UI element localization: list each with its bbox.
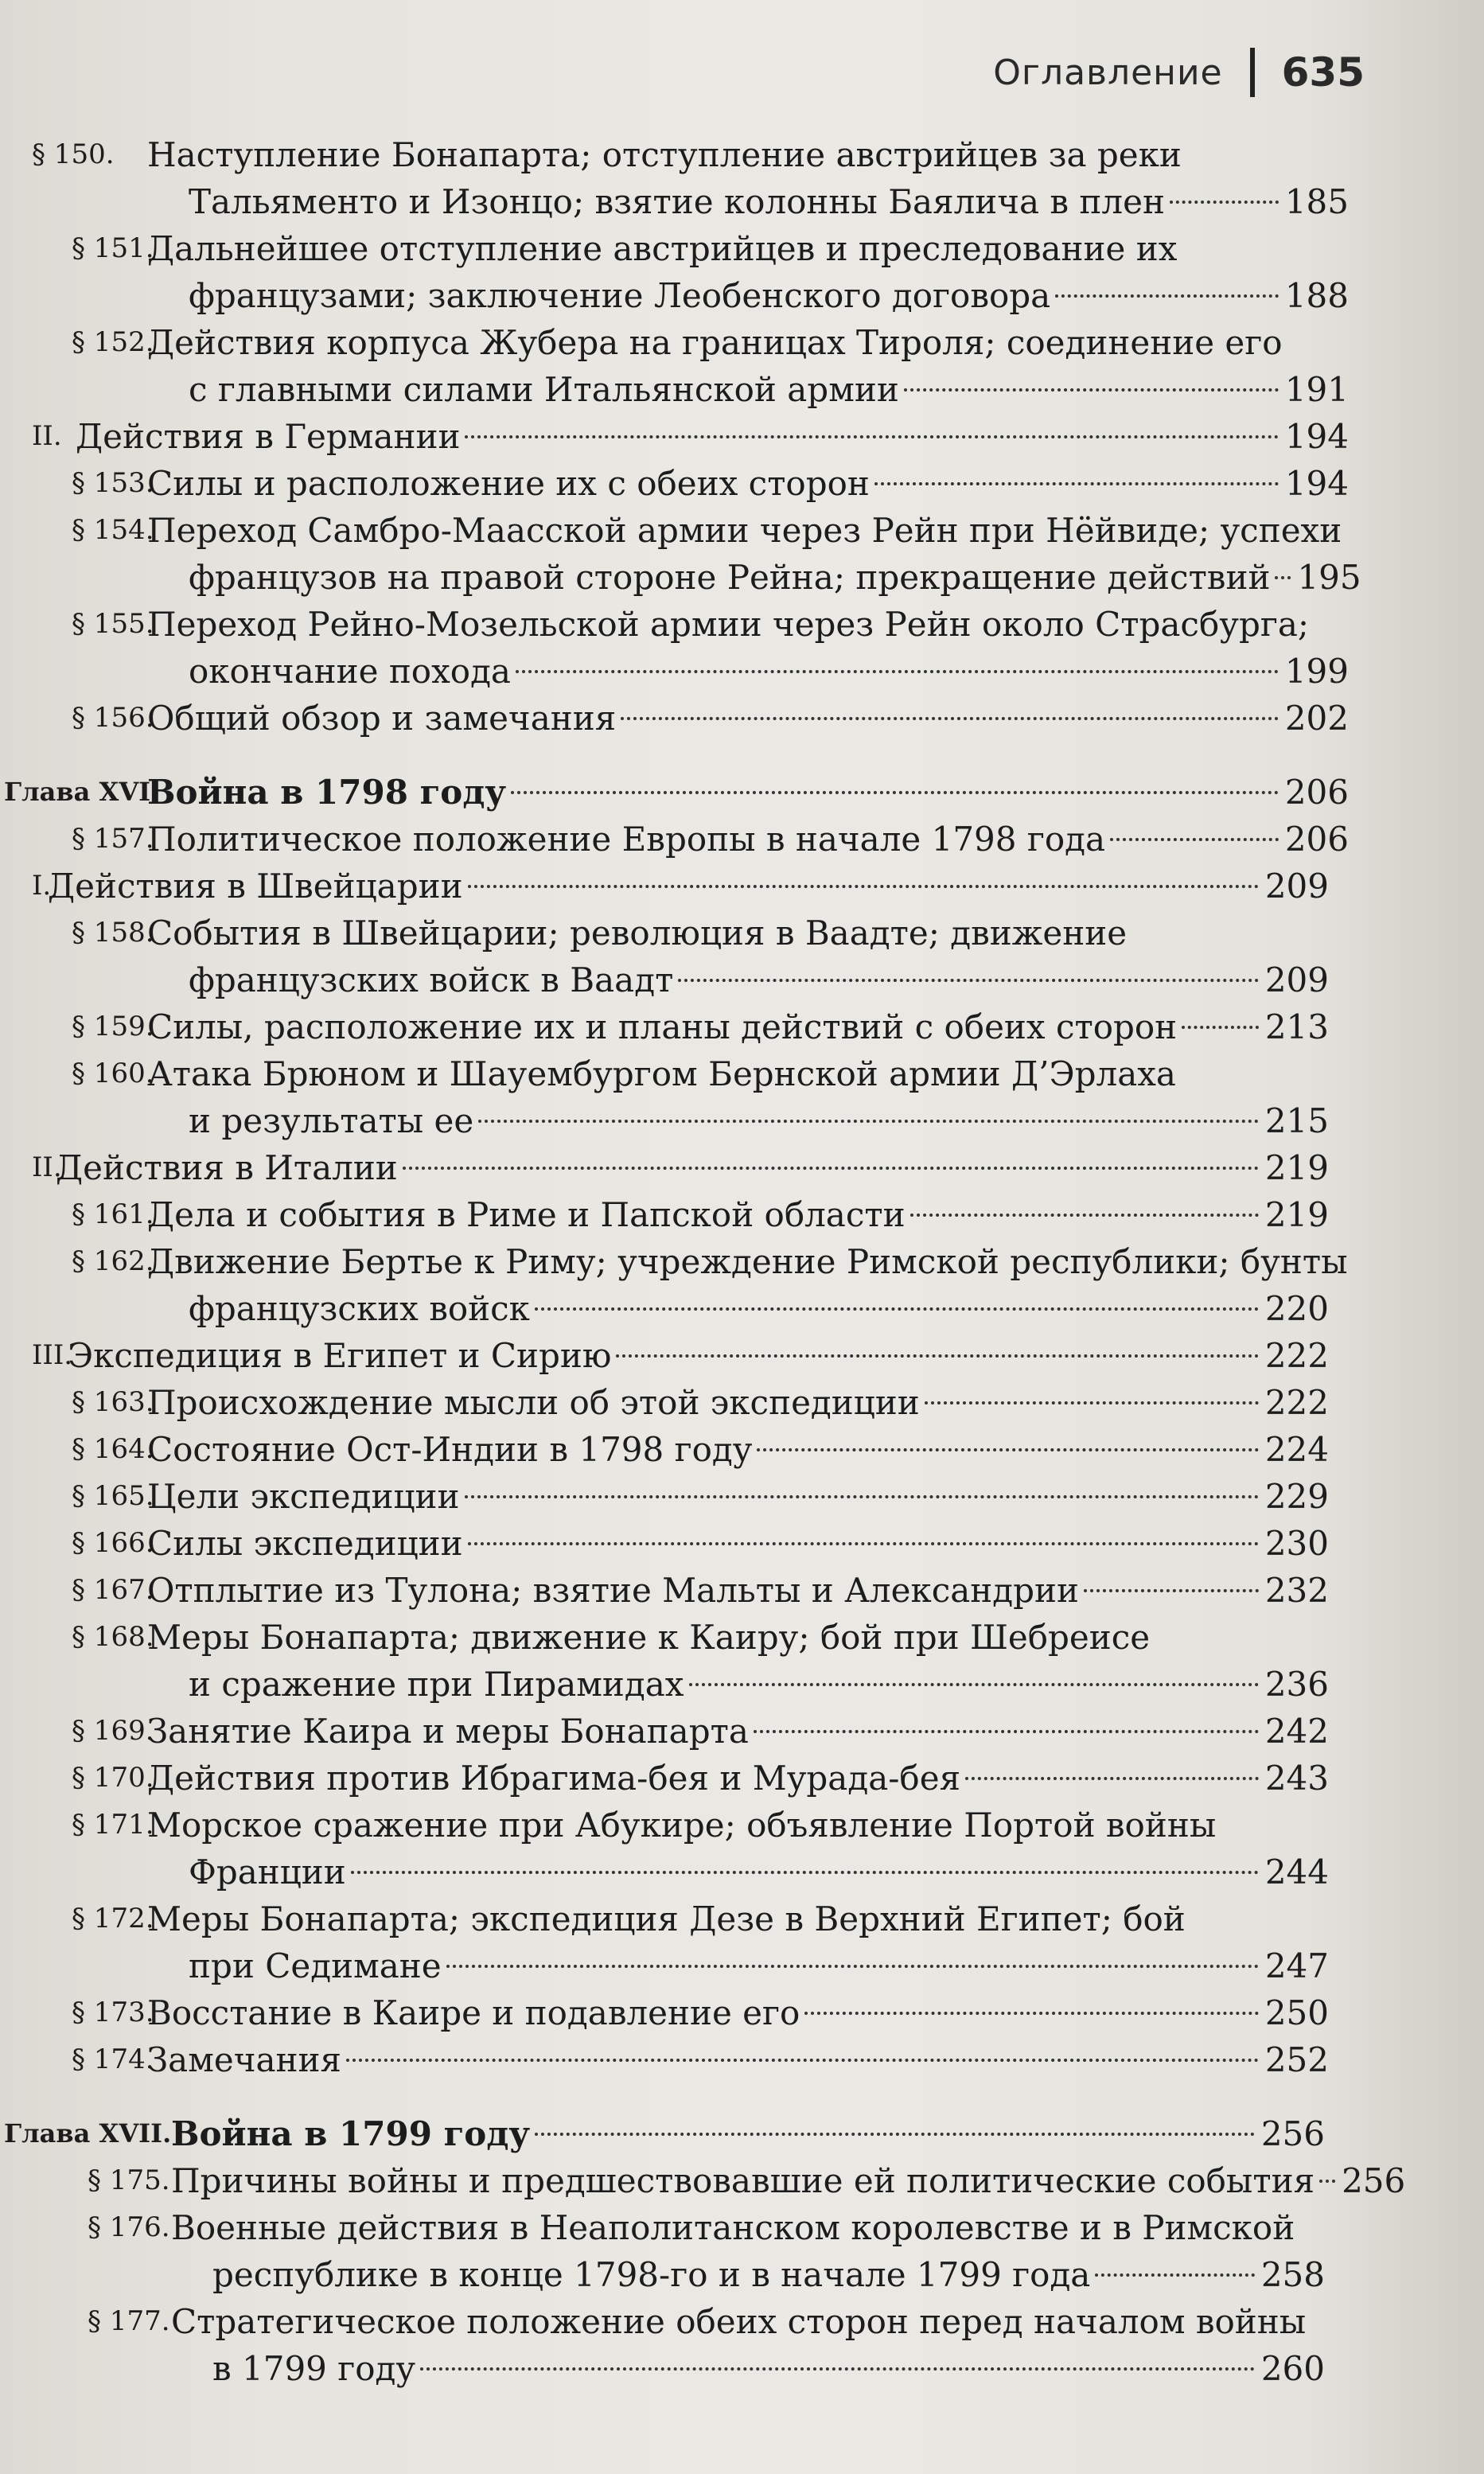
toc-entry-number: I. [32, 870, 52, 902]
toc-entry-title: Отплытие из Тулона; взятие Мальты и Александрии [147, 1571, 1079, 1610]
toc-entry-line [0, 1003, 1484, 1050]
dot-leader [616, 1354, 1258, 1358]
toc-entry-title: Стратегическое положение обеих сторон перед началом войны [171, 2302, 1307, 2341]
dot-leader [804, 2012, 1258, 2015]
dot-leader [965, 1777, 1259, 1780]
dot-leader [1110, 838, 1279, 841]
toc-entry-title: События в Швейцарии; революция в Ваадте; движение [147, 914, 1128, 953]
dot-leader [535, 1307, 1259, 1311]
toc-entry-line [0, 2251, 1484, 2298]
toc-page-number: 222 [1264, 1383, 1329, 1422]
toc-entry-number: § 166. [72, 1527, 154, 1559]
toc-entry-line [0, 1567, 1484, 1614]
toc-page-number: 209 [1264, 867, 1329, 906]
toc-page-number: 191 [1284, 370, 1349, 409]
toc-entry-title: Военные действия в Неаполитанском королевстве и в Римской [171, 2208, 1295, 2247]
toc-entry-line [0, 554, 1484, 601]
dot-leader [1084, 1589, 1259, 1592]
toc-entry-title: Экспедиция в Египет и Сирию [68, 1336, 612, 1375]
toc-entry-number: § 168. [72, 1621, 154, 1653]
toc-entry-title: Общий обзор и замечания [147, 699, 617, 738]
toc-entry-line [0, 1802, 1484, 1849]
header-page-number: 635 [1281, 49, 1365, 95]
dot-leader [420, 2367, 1255, 2371]
dot-leader [925, 1401, 1259, 1405]
toc-entry-line [0, 816, 1484, 863]
toc-page-number: 258 [1260, 2255, 1325, 2294]
toc-entry-title: французских войск в Ваадт [189, 960, 674, 999]
toc-page-number: 243 [1264, 1759, 1329, 1798]
toc-entry [0, 1520, 1484, 1567]
toc-entry-title: Политическое положение Европы в начале 1798 года [147, 820, 1106, 859]
toc-entry-title: при Седимане [189, 1946, 442, 1985]
toc-entry-title: Тальяменто и Изонцо; взятие колонны Баялича в плен [189, 182, 1165, 221]
toc-page-number: 202 [1284, 699, 1349, 738]
toc-entry-title: Меры Бонапарта; экспедиция Дезе в Верхний Египет; бой [147, 1899, 1186, 1938]
toc-entry-line [0, 1614, 1484, 1661]
toc-entry-line [0, 1379, 1484, 1426]
toc-entry [0, 1614, 1484, 1708]
toc-entry-line [0, 1473, 1484, 1520]
toc-entry [0, 1426, 1484, 1473]
toc-entry [0, 1567, 1484, 1614]
toc-page-number: 230 [1264, 1524, 1329, 1563]
toc-entry [0, 1003, 1484, 1050]
toc-entry [0, 1379, 1484, 1426]
toc-page-number: 215 [1264, 1101, 1329, 1140]
toc-entry-number: § 151. [72, 232, 154, 264]
toc-entry-number: § 164. [72, 1433, 154, 1465]
toc-entry-line [0, 1332, 1484, 1379]
toc-entry-line [0, 1708, 1484, 1755]
toc-entry-title: Происхождение мысли об этой экспедиции [147, 1383, 920, 1422]
toc-entry-number: § 162. [72, 1245, 154, 1277]
toc-page-number: 260 [1260, 2349, 1325, 2388]
running-header [993, 48, 1365, 97]
toc-entry [0, 1238, 1484, 1332]
toc-entry-number: II. [32, 420, 62, 452]
toc-entry [0, 1050, 1484, 1144]
toc-entry-line [0, 1849, 1484, 1895]
toc-entry-title: Действия корпуса Жубера на границах Тироля; соединение его [147, 323, 1283, 362]
toc-entry-line [0, 413, 1484, 460]
toc-page-number: 224 [1264, 1430, 1329, 1469]
toc-entry-line [0, 1520, 1484, 1567]
toc-entry-line [0, 2110, 1484, 2157]
toc-entry [0, 131, 1484, 225]
dot-leader [1319, 2180, 1335, 2183]
dot-leader [1170, 201, 1279, 204]
toc-page-number: 247 [1264, 1946, 1329, 1985]
toc-entry-line [0, 1942, 1484, 1989]
toc-entry [0, 460, 1484, 507]
toc-entry-number: § 159. [72, 1011, 154, 1042]
dot-leader [1182, 1026, 1259, 1029]
toc-entry [0, 816, 1484, 863]
toc-page-number: 232 [1264, 1571, 1329, 1610]
dot-leader [516, 670, 1279, 673]
toc-section [0, 1144, 1484, 1191]
dot-leader [465, 1495, 1259, 1498]
toc-entry-number: § 154. [72, 514, 154, 546]
toc-entry-line [0, 178, 1484, 225]
toc-entry-title: Действия против Ибрагима-бея и Мурада-бея [147, 1759, 961, 1798]
dot-leader [910, 1214, 1259, 1217]
toc-entry-title: Переход Самбро-Маасской армии через Рейн при Нёйвиде; успехи [147, 511, 1342, 550]
toc-entry-line [0, 910, 1484, 956]
toc-page-number: 236 [1264, 1665, 1329, 1704]
toc-entry-title: Дела и события в Риме и Папской области [147, 1195, 906, 1234]
toc-entry-line [0, 1426, 1484, 1473]
toc-page-number: 185 [1284, 182, 1349, 221]
dot-leader [904, 388, 1279, 392]
toc-entry-title: Действия в Германии [76, 417, 461, 456]
toc-entry-title: Занятие Каира и меры Бонапарта [147, 1712, 749, 1751]
toc-page-number: 242 [1264, 1712, 1329, 1751]
toc-page-number: 222 [1264, 1336, 1329, 1375]
toc-entry-line [0, 1238, 1484, 1285]
toc-section [0, 413, 1484, 460]
dot-leader [511, 791, 1279, 794]
toc-entry-title: Атака Брюном и Шауембургом Бернской армии Д’Эрлаха [147, 1054, 1176, 1093]
toc-entry-number: § 163. [72, 1386, 154, 1418]
toc-entry [0, 1755, 1484, 1802]
toc-entry-number: § 167. [72, 1574, 154, 1606]
dot-leader [689, 1683, 1259, 1686]
dot-leader [678, 979, 1259, 982]
toc-entry-title: Состояние Ост-Индии в 1798 году [147, 1430, 753, 1469]
toc-entry-title: Переход Рейно-Мозельской армии через Рейн около Страсбурга; [147, 605, 1310, 644]
toc-entry-title: Морское сражение при Абукире; объявление Портой войны [147, 1806, 1217, 1845]
toc-entry-number: Глава XVII. [4, 2118, 172, 2149]
toc-entry-line [0, 1191, 1484, 1238]
dot-leader [346, 2059, 1259, 2062]
dot-leader [351, 1871, 1259, 1874]
toc-entry-number: § 155. [72, 608, 154, 640]
toc-entry-title: и сражение при Пирамидах [189, 1665, 684, 1704]
toc-entry-line [0, 1285, 1484, 1332]
toc-entry-line [0, 863, 1484, 910]
toc-entry [0, 1708, 1484, 1755]
toc-entry-title: Меры Бонапарта; движение к Каиру; бой при Шебреисе [147, 1618, 1151, 1657]
toc-entry-number: § 152. [72, 326, 154, 358]
toc-entry-title: республике в конце 1798-го и в начале 1799 года [212, 2255, 1091, 2294]
dot-leader [468, 1542, 1259, 1545]
toc-page-number: 194 [1284, 417, 1349, 456]
toc-entry-number: III. [32, 1339, 73, 1371]
toc-entry [0, 2157, 1484, 2204]
toc-page-number: 244 [1264, 1853, 1329, 1892]
toc-entry [0, 910, 1484, 1003]
toc-page-number: 256 [1260, 2114, 1325, 2153]
toc-chapter [0, 2110, 1484, 2157]
toc-chapter [0, 769, 1484, 816]
toc-entry [0, 1989, 1484, 2036]
toc-entry-title: Дальнейшее отступление австрийцев и преследование их [147, 229, 1178, 268]
toc-page-number: 213 [1264, 1007, 1329, 1046]
toc-entry [0, 507, 1484, 601]
toc-entry-title: окончание похода [189, 652, 511, 691]
toc-entry-number: § 161. [72, 1198, 154, 1230]
toc-entry-title: Действия в Италии [56, 1148, 398, 1187]
toc-entry-title: французов на правой стороне Рейна; прекращение действий [189, 558, 1271, 597]
toc-entry-line [0, 225, 1484, 272]
header-title: Оглавление [993, 52, 1223, 93]
toc-entry-line [0, 695, 1484, 742]
toc-entry-line [0, 1144, 1484, 1191]
toc-page-number: 219 [1264, 1195, 1329, 1234]
toc-entry-title: с главными силами Итальянской армии [189, 370, 899, 409]
toc-entry-line [0, 366, 1484, 413]
toc-entry [0, 1191, 1484, 1238]
toc-entry-line [0, 1050, 1484, 1097]
toc-entry-title: французских войск [189, 1289, 530, 1328]
toc-entry-number: § 173. [72, 1997, 154, 2028]
toc-entry-number: § 158. [72, 917, 154, 949]
toc-page-number: 256 [1342, 2161, 1406, 2200]
dot-leader [468, 885, 1259, 888]
dot-leader [535, 2133, 1255, 2136]
toc-entry-line [0, 2157, 1484, 2204]
toc-page-number: 250 [1264, 1993, 1329, 2032]
toc-page-number: 199 [1284, 652, 1349, 691]
toc-page-number: 195 [1297, 558, 1361, 597]
toc-entry-number: § 176. [88, 2211, 170, 2243]
table-of-contents [0, 131, 1484, 2392]
toc-entry-line [0, 2345, 1484, 2392]
toc-page-number: 194 [1284, 464, 1349, 503]
toc-entry-number: § 177. [88, 2305, 170, 2337]
toc-page-number: 209 [1264, 960, 1329, 999]
dot-leader [1275, 576, 1291, 579]
toc-entry-line [0, 2204, 1484, 2251]
toc-entry-number: § 156. [72, 702, 154, 734]
toc-entry-number: § 174. [72, 2043, 154, 2075]
toc-entry-line [0, 272, 1484, 319]
toc-entry-line [0, 1661, 1484, 1708]
toc-entry-title: Силы и расположение их с обеих сторон [147, 464, 870, 503]
toc-entry-line [0, 1097, 1484, 1144]
dot-leader [478, 1120, 1259, 1123]
toc-entry [0, 319, 1484, 413]
toc-entry-title: Война в 1798 году [147, 773, 507, 812]
toc-entry-line [0, 648, 1484, 695]
toc-entry-number: § 153. [72, 467, 154, 499]
toc-entry [0, 2298, 1484, 2392]
toc-entry [0, 225, 1484, 319]
toc-entry-number: Глава XVI. [4, 777, 160, 807]
header-separator [1250, 48, 1255, 97]
toc-entry-title: Война в 1799 году [171, 2114, 531, 2153]
toc-entry-title: Силы экспедиции [147, 1524, 463, 1563]
toc-entry-title: Наступление Бонапарта; отступление австрийцев за реки [147, 135, 1182, 174]
dot-leader [757, 1448, 1258, 1451]
toc-page-number: 188 [1284, 276, 1349, 315]
toc-entry-line [0, 319, 1484, 366]
toc-entry [0, 2204, 1484, 2298]
toc-entry-line [0, 460, 1484, 507]
toc-entry-line [0, 507, 1484, 554]
toc-entry-title: Восстание в Каире и подавление его [147, 1993, 800, 2032]
toc-section [0, 1332, 1484, 1379]
toc-entry-title: Замечания [147, 2040, 342, 2079]
toc-entry-title: в 1799 году [212, 2349, 416, 2388]
toc-entry-line [0, 1895, 1484, 1942]
toc-entry-number: § 171. [72, 1809, 154, 1841]
toc-entry-title: Движение Бертье к Риму; учреждение Римской республики; бунты [147, 1242, 1348, 1281]
toc-entry-line [0, 2298, 1484, 2345]
dot-leader [1095, 2273, 1254, 2277]
toc-entry-number: § 169. [72, 1715, 154, 1747]
toc-section [0, 863, 1484, 910]
toc-entry [0, 2036, 1484, 2083]
toc-entry-title: Причины войны и предшествовавшие ей политические события [171, 2161, 1315, 2200]
toc-entry [0, 695, 1484, 742]
toc-entry-number: § 157. [72, 823, 154, 855]
toc-entry-number: § 175. [88, 2164, 170, 2196]
toc-entry-title: Силы, расположение их и планы действий с обеих сторон [147, 1007, 1178, 1046]
toc-entry-line [0, 601, 1484, 648]
toc-entry-line [0, 2036, 1484, 2083]
toc-entry-title: Франции [189, 1853, 346, 1892]
toc-page-number: 229 [1264, 1477, 1329, 1516]
toc-entry-title: Действия в Швейцарии [48, 867, 463, 906]
toc-entry-number: § 172. [72, 1903, 154, 1934]
dot-leader [403, 1167, 1259, 1170]
toc-entry-line [0, 1989, 1484, 2036]
toc-entry [0, 1895, 1484, 1989]
toc-entry-number: II. [32, 1151, 62, 1183]
dot-leader [446, 1965, 1259, 1968]
toc-entry-line [0, 131, 1484, 178]
toc-entry [0, 601, 1484, 695]
toc-page-number: 206 [1284, 820, 1349, 859]
toc-entry-number: § 160. [72, 1058, 154, 1089]
toc-page-number: 220 [1264, 1289, 1329, 1328]
dot-leader [621, 717, 1279, 720]
toc-entry-line [0, 956, 1484, 1003]
toc-entry [0, 1473, 1484, 1520]
toc-entry-line [0, 769, 1484, 816]
dot-leader [465, 435, 1278, 438]
toc-entry-number: § 170. [72, 1762, 154, 1794]
dot-leader [1055, 294, 1279, 298]
toc-entry-title: французами; заключение Леобенского договора [189, 276, 1051, 315]
dot-leader [754, 1730, 1259, 1733]
toc-entry-number: § 150. [32, 138, 115, 170]
toc-page-number: 206 [1284, 773, 1349, 812]
toc-entry [0, 1802, 1484, 1895]
toc-entry-number: § 165. [72, 1480, 154, 1512]
toc-entry-line [0, 1755, 1484, 1802]
toc-entry-title: Цели экспедиции [147, 1477, 460, 1516]
toc-page-number: 219 [1264, 1148, 1329, 1187]
toc-entry-title: и результаты ее [189, 1101, 474, 1140]
dot-leader [874, 482, 1279, 485]
toc-page-number: 252 [1264, 2040, 1329, 2079]
